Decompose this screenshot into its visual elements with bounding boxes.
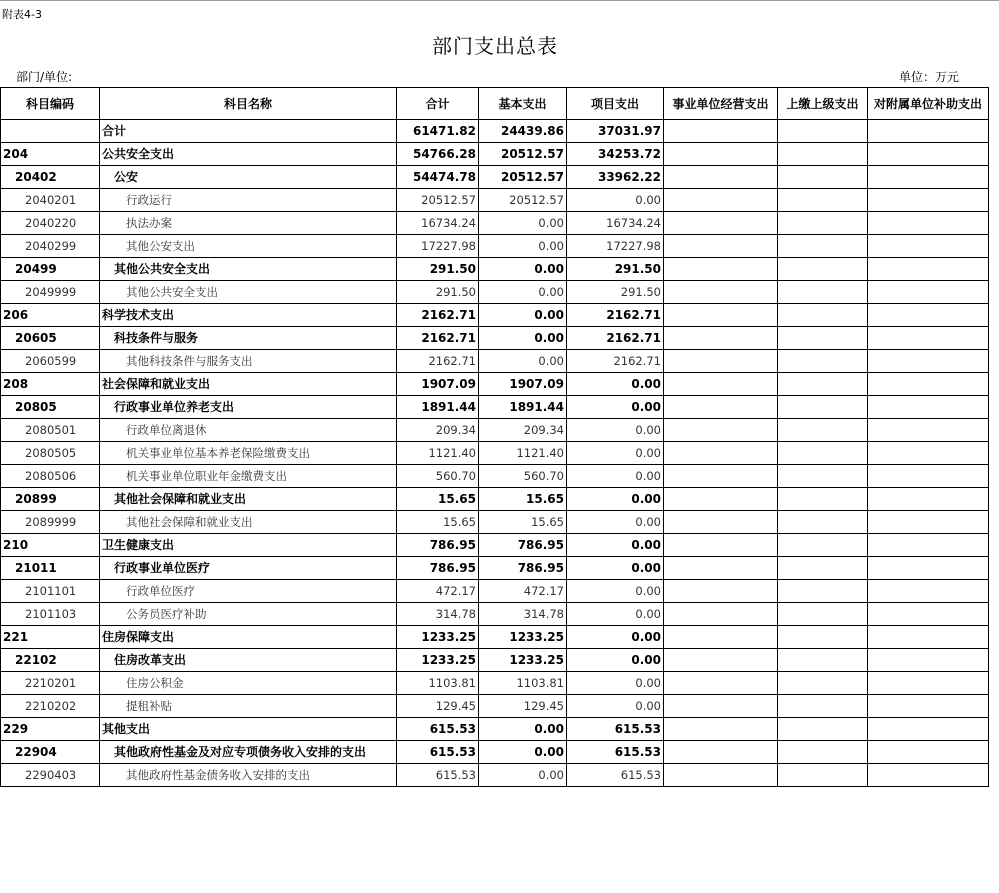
cell-project: 0.00 xyxy=(567,695,664,718)
cell-name: 行政单位离退休 xyxy=(100,419,397,442)
cell-project: 0.00 xyxy=(567,396,664,419)
cell-subsidy xyxy=(868,603,989,626)
cell-project: 33962.22 xyxy=(567,166,664,189)
table-row xyxy=(1,373,989,396)
cell-subsidy xyxy=(868,258,989,281)
cell-code: 22904 xyxy=(1,741,100,764)
cell-upper xyxy=(778,143,868,166)
cell-basic: 209.34 xyxy=(479,419,567,442)
cell-upper xyxy=(778,534,868,557)
table-row xyxy=(1,396,989,419)
cell-project: 291.50 xyxy=(567,258,664,281)
cell-upper xyxy=(778,649,868,672)
cell-name: 行政事业单位养老支出 xyxy=(100,396,397,419)
cell-code xyxy=(1,120,100,143)
cell-basic: 0.00 xyxy=(479,350,567,373)
cell-subsidy xyxy=(868,419,989,442)
col-header-subsidy: 对附属单位补助支出 xyxy=(868,88,989,120)
cell-basic: 1233.25 xyxy=(479,626,567,649)
top-border-line xyxy=(0,0,999,1)
cell-upper xyxy=(778,189,868,212)
cell-project: 2162.71 xyxy=(567,327,664,350)
cell-basic: 0.00 xyxy=(479,718,567,741)
cell-code: 2060599 xyxy=(1,350,100,373)
table-row xyxy=(1,442,989,465)
cell-basic: 0.00 xyxy=(479,764,567,787)
cell-project: 0.00 xyxy=(567,534,664,557)
cell-total: 1121.40 xyxy=(397,442,479,465)
col-header-basic: 基本支出 xyxy=(479,88,567,120)
cell-subsidy xyxy=(868,718,989,741)
cell-subsidy xyxy=(868,764,989,787)
cell-total: 54474.78 xyxy=(397,166,479,189)
table-body xyxy=(1,120,989,787)
cell-basic: 20512.57 xyxy=(479,143,567,166)
cell-code: 2080506 xyxy=(1,465,100,488)
cell-project: 615.53 xyxy=(567,718,664,741)
cell-subsidy xyxy=(868,304,989,327)
table-row xyxy=(1,281,989,304)
cell-project: 0.00 xyxy=(567,419,664,442)
cell-subsidy xyxy=(868,741,989,764)
cell-code: 20402 xyxy=(1,166,100,189)
cell-business xyxy=(664,120,778,143)
table-header-row xyxy=(1,88,989,120)
cell-business xyxy=(664,212,778,235)
cell-name: 其他社会保障和就业支出 xyxy=(100,488,397,511)
cell-basic: 786.95 xyxy=(479,557,567,580)
cell-name: 卫生健康支出 xyxy=(100,534,397,557)
cell-upper xyxy=(778,281,868,304)
table-row xyxy=(1,258,989,281)
cell-total: 209.34 xyxy=(397,419,479,442)
cell-code: 208 xyxy=(1,373,100,396)
cell-business xyxy=(664,764,778,787)
cell-subsidy xyxy=(868,120,989,143)
cell-upper xyxy=(778,350,868,373)
cell-project: 0.00 xyxy=(567,580,664,603)
table-row xyxy=(1,488,989,511)
cell-upper xyxy=(778,603,868,626)
cell-project: 37031.97 xyxy=(567,120,664,143)
cell-subsidy xyxy=(868,327,989,350)
cell-name: 机关事业单位职业年金缴费支出 xyxy=(100,465,397,488)
cell-upper xyxy=(778,373,868,396)
cell-name: 其他支出 xyxy=(100,718,397,741)
table-row xyxy=(1,718,989,741)
cell-total: 16734.24 xyxy=(397,212,479,235)
cell-basic: 20512.57 xyxy=(479,166,567,189)
cell-upper xyxy=(778,327,868,350)
cell-subsidy xyxy=(868,189,989,212)
cell-upper xyxy=(778,672,868,695)
cell-business xyxy=(664,166,778,189)
cell-basic: 0.00 xyxy=(479,258,567,281)
cell-basic: 0.00 xyxy=(479,212,567,235)
cell-subsidy xyxy=(868,350,989,373)
cell-total: 560.70 xyxy=(397,465,479,488)
cell-business xyxy=(664,143,778,166)
cell-business xyxy=(664,741,778,764)
cell-business xyxy=(664,557,778,580)
cell-business xyxy=(664,603,778,626)
cell-business xyxy=(664,488,778,511)
cell-business xyxy=(664,396,778,419)
cell-upper xyxy=(778,626,868,649)
cell-basic: 0.00 xyxy=(479,281,567,304)
cell-name: 住房保障支出 xyxy=(100,626,397,649)
cell-subsidy xyxy=(868,281,989,304)
cell-code: 2290403 xyxy=(1,764,100,787)
table-row xyxy=(1,304,989,327)
table-row xyxy=(1,626,989,649)
cell-business xyxy=(664,281,778,304)
cell-name: 机关事业单位基本养老保险缴费支出 xyxy=(100,442,397,465)
cell-project: 0.00 xyxy=(567,488,664,511)
cell-code: 2101101 xyxy=(1,580,100,603)
cell-project: 0.00 xyxy=(567,373,664,396)
cell-basic: 0.00 xyxy=(479,741,567,764)
cell-project: 2162.71 xyxy=(567,304,664,327)
cell-name: 行政事业单位医疗 xyxy=(100,557,397,580)
cell-upper xyxy=(778,741,868,764)
cell-upper xyxy=(778,465,868,488)
col-header-project: 项目支出 xyxy=(567,88,664,120)
cell-total: 291.50 xyxy=(397,258,479,281)
cell-business xyxy=(664,465,778,488)
table-row xyxy=(1,580,989,603)
cell-business xyxy=(664,695,778,718)
cell-code: 206 xyxy=(1,304,100,327)
cell-project: 0.00 xyxy=(567,672,664,695)
cell-project: 0.00 xyxy=(567,603,664,626)
cell-basic: 1907.09 xyxy=(479,373,567,396)
cell-project: 0.00 xyxy=(567,626,664,649)
cell-total: 786.95 xyxy=(397,557,479,580)
cell-basic: 1103.81 xyxy=(479,672,567,695)
cell-name: 行政单位医疗 xyxy=(100,580,397,603)
cell-business xyxy=(664,672,778,695)
cell-upper xyxy=(778,695,868,718)
cell-name: 科技条件与服务 xyxy=(100,327,397,350)
cell-name: 公安 xyxy=(100,166,397,189)
table-row xyxy=(1,557,989,580)
cell-basic: 24439.86 xyxy=(479,120,567,143)
cell-upper xyxy=(778,304,868,327)
cell-subsidy xyxy=(868,695,989,718)
cell-basic: 0.00 xyxy=(479,304,567,327)
cell-project: 16734.24 xyxy=(567,212,664,235)
cell-subsidy xyxy=(868,465,989,488)
cell-total: 1233.25 xyxy=(397,649,479,672)
cell-code: 22102 xyxy=(1,649,100,672)
cell-basic: 15.65 xyxy=(479,511,567,534)
cell-project: 0.00 xyxy=(567,511,664,534)
cell-upper xyxy=(778,258,868,281)
cell-subsidy xyxy=(868,557,989,580)
cell-basic: 1891.44 xyxy=(479,396,567,419)
cell-basic: 0.00 xyxy=(479,327,567,350)
cell-business xyxy=(664,189,778,212)
table-row xyxy=(1,465,989,488)
expenditure-table xyxy=(0,87,989,787)
unit-label: 单位：万元 xyxy=(899,70,960,84)
col-header-total: 合计 xyxy=(397,88,479,120)
cell-total: 15.65 xyxy=(397,488,479,511)
page-title: 部门支出总表 xyxy=(432,34,558,58)
cell-basic: 560.70 xyxy=(479,465,567,488)
table-row xyxy=(1,741,989,764)
cell-total: 1907.09 xyxy=(397,373,479,396)
col-header-name: 科目名称 xyxy=(100,88,397,120)
cell-upper xyxy=(778,580,868,603)
cell-code: 20605 xyxy=(1,327,100,350)
cell-name: 合计 xyxy=(100,120,397,143)
table-row xyxy=(1,235,989,258)
cell-name: 其他科技条件与服务支出 xyxy=(100,350,397,373)
cell-subsidy xyxy=(868,373,989,396)
cell-total: 615.53 xyxy=(397,718,479,741)
table-row xyxy=(1,695,989,718)
cell-business xyxy=(664,327,778,350)
cell-basic: 129.45 xyxy=(479,695,567,718)
cell-name: 住房公积金 xyxy=(100,672,397,695)
cell-upper xyxy=(778,166,868,189)
cell-upper xyxy=(778,557,868,580)
table-row xyxy=(1,672,989,695)
cell-total: 15.65 xyxy=(397,511,479,534)
cell-code: 2080505 xyxy=(1,442,100,465)
cell-name: 其他公共安全支出 xyxy=(100,258,397,281)
cell-project: 2162.71 xyxy=(567,350,664,373)
cell-subsidy xyxy=(868,649,989,672)
cell-code: 2210201 xyxy=(1,672,100,695)
cell-subsidy xyxy=(868,396,989,419)
cell-code: 2049999 xyxy=(1,281,100,304)
cell-code: 221 xyxy=(1,626,100,649)
cell-name: 其他社会保障和就业支出 xyxy=(100,511,397,534)
cell-subsidy xyxy=(868,672,989,695)
cell-business xyxy=(664,373,778,396)
cell-code: 2089999 xyxy=(1,511,100,534)
cell-project: 615.53 xyxy=(567,741,664,764)
cell-total: 1891.44 xyxy=(397,396,479,419)
col-header-upper: 上缴上级支出 xyxy=(778,88,868,120)
cell-project: 0.00 xyxy=(567,442,664,465)
attachment-label: 附表4-3 xyxy=(2,8,42,21)
cell-business xyxy=(664,626,778,649)
cell-business xyxy=(664,649,778,672)
cell-total: 615.53 xyxy=(397,764,479,787)
cell-total: 2162.71 xyxy=(397,304,479,327)
cell-subsidy xyxy=(868,235,989,258)
cell-total: 54766.28 xyxy=(397,143,479,166)
cell-business xyxy=(664,235,778,258)
table-row xyxy=(1,419,989,442)
cell-subsidy xyxy=(868,626,989,649)
cell-code: 204 xyxy=(1,143,100,166)
cell-business xyxy=(664,350,778,373)
cell-code: 2040220 xyxy=(1,212,100,235)
cell-total: 1103.81 xyxy=(397,672,479,695)
cell-code: 2040201 xyxy=(1,189,100,212)
cell-total: 472.17 xyxy=(397,580,479,603)
cell-business xyxy=(664,580,778,603)
cell-upper xyxy=(778,120,868,143)
cell-project: 615.53 xyxy=(567,764,664,787)
cell-business xyxy=(664,534,778,557)
cell-total: 129.45 xyxy=(397,695,479,718)
cell-code: 210 xyxy=(1,534,100,557)
cell-business xyxy=(664,304,778,327)
table-row xyxy=(1,143,989,166)
table-row xyxy=(1,534,989,557)
cell-upper xyxy=(778,212,868,235)
cell-subsidy xyxy=(868,511,989,534)
cell-subsidy xyxy=(868,212,989,235)
cell-code: 229 xyxy=(1,718,100,741)
cell-subsidy xyxy=(868,442,989,465)
cell-upper xyxy=(778,764,868,787)
cell-name: 科学技术支出 xyxy=(100,304,397,327)
table-row xyxy=(1,603,989,626)
cell-upper xyxy=(778,235,868,258)
cell-name: 其他政府性基金及对应专项债务收入安排的支出 xyxy=(100,741,397,764)
cell-project: 291.50 xyxy=(567,281,664,304)
cell-project: 17227.98 xyxy=(567,235,664,258)
cell-code: 2080501 xyxy=(1,419,100,442)
cell-project: 0.00 xyxy=(567,649,664,672)
cell-name: 住房改革支出 xyxy=(100,649,397,672)
cell-subsidy xyxy=(868,143,989,166)
cell-total: 786.95 xyxy=(397,534,479,557)
cell-name: 其他公安支出 xyxy=(100,235,397,258)
col-header-code: 科目编码 xyxy=(1,88,100,120)
cell-project: 0.00 xyxy=(567,189,664,212)
cell-name: 执法办案 xyxy=(100,212,397,235)
cell-name: 公务员医疗补助 xyxy=(100,603,397,626)
cell-project: 0.00 xyxy=(567,465,664,488)
cell-total: 17227.98 xyxy=(397,235,479,258)
cell-total: 2162.71 xyxy=(397,327,479,350)
cell-total: 1233.25 xyxy=(397,626,479,649)
table-row xyxy=(1,327,989,350)
cell-subsidy xyxy=(868,534,989,557)
cell-upper xyxy=(778,396,868,419)
cell-project: 34253.72 xyxy=(567,143,664,166)
cell-upper xyxy=(778,419,868,442)
cell-subsidy xyxy=(868,580,989,603)
cell-basic: 472.17 xyxy=(479,580,567,603)
cell-code: 20899 xyxy=(1,488,100,511)
cell-code: 2210202 xyxy=(1,695,100,718)
cell-name: 公共安全支出 xyxy=(100,143,397,166)
cell-name: 提租补贴 xyxy=(100,695,397,718)
cell-business xyxy=(664,419,778,442)
cell-subsidy xyxy=(868,166,989,189)
cell-name: 行政运行 xyxy=(100,189,397,212)
cell-total: 615.53 xyxy=(397,741,479,764)
cell-basic: 1233.25 xyxy=(479,649,567,672)
table-row xyxy=(1,511,989,534)
cell-upper xyxy=(778,511,868,534)
cell-code: 20805 xyxy=(1,396,100,419)
cell-name: 其他公共安全支出 xyxy=(100,281,397,304)
cell-total: 20512.57 xyxy=(397,189,479,212)
cell-code: 20499 xyxy=(1,258,100,281)
cell-business xyxy=(664,718,778,741)
table-row xyxy=(1,649,989,672)
cell-upper xyxy=(778,442,868,465)
department-label: 部门/单位: xyxy=(16,70,73,84)
cell-business xyxy=(664,511,778,534)
cell-basic: 20512.57 xyxy=(479,189,567,212)
cell-basic: 314.78 xyxy=(479,603,567,626)
table-row xyxy=(1,120,989,143)
cell-code: 21011 xyxy=(1,557,100,580)
table-row xyxy=(1,212,989,235)
table-row xyxy=(1,764,989,787)
table-row xyxy=(1,350,989,373)
cell-upper xyxy=(778,718,868,741)
cell-total: 2162.71 xyxy=(397,350,479,373)
table-row xyxy=(1,189,989,212)
cell-name: 社会保障和就业支出 xyxy=(100,373,397,396)
cell-code: 2040299 xyxy=(1,235,100,258)
cell-basic: 786.95 xyxy=(479,534,567,557)
cell-upper xyxy=(778,488,868,511)
cell-basic: 15.65 xyxy=(479,488,567,511)
table-row xyxy=(1,166,989,189)
col-header-business: 事业单位经营支出 xyxy=(664,88,778,120)
cell-total: 61471.82 xyxy=(397,120,479,143)
cell-total: 314.78 xyxy=(397,603,479,626)
cell-subsidy xyxy=(868,488,989,511)
cell-basic: 1121.40 xyxy=(479,442,567,465)
cell-total: 291.50 xyxy=(397,281,479,304)
cell-project: 0.00 xyxy=(567,557,664,580)
cell-basic: 0.00 xyxy=(479,235,567,258)
cell-business xyxy=(664,258,778,281)
cell-name: 其他政府性基金债务收入安排的支出 xyxy=(100,764,397,787)
cell-code: 2101103 xyxy=(1,603,100,626)
cell-business xyxy=(664,442,778,465)
